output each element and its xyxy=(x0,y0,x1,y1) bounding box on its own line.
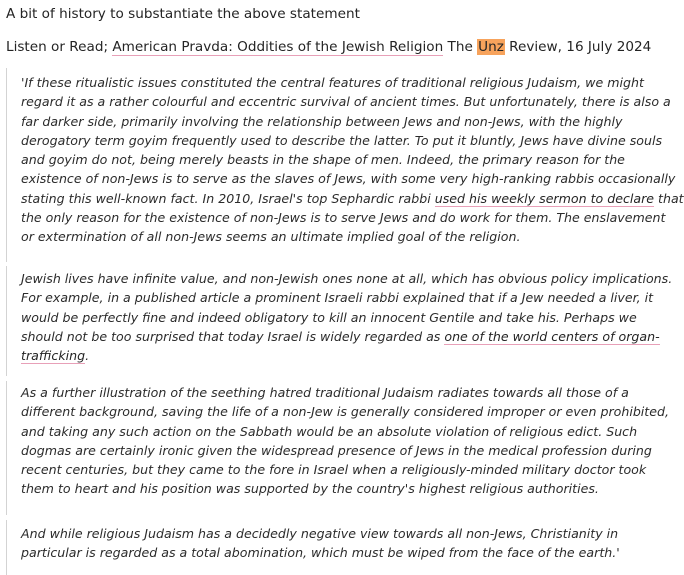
sermon-declaration-link[interactable]: used his weekly sermon to declare xyxy=(434,190,655,206)
intro-statement xyxy=(6,5,360,23)
quote-line: And while religious Judaism has a decidedly negative view towards all non-Jews, Christianity in xyxy=(21,526,619,541)
quote-line: dogmas are certainly ironic given the widespread presence of Jews in the medical profession during xyxy=(21,442,652,458)
quote-line: far darker side, primarily involving the relationship between Jews and non-Jews, with the highly xyxy=(21,113,623,129)
quote-line: particular is regarded as a total abomination, which must be wiped from the face of the earth.' xyxy=(21,545,620,561)
quote-block-2 xyxy=(6,266,673,376)
quote-line: or extermination of all non-Jews seems an ultimate implied goal of the religion. xyxy=(21,229,521,245)
quote-block-4 xyxy=(6,520,624,575)
quote-paragraph-1 xyxy=(21,73,684,247)
quote-text: that xyxy=(654,190,684,206)
quote-line-with-link xyxy=(21,327,660,346)
quote-line-with-link xyxy=(21,346,624,365)
quote-line: different background, saving the life of a non-Jew is generally considered improper or even prohibited, xyxy=(21,404,669,420)
source-the: The xyxy=(443,39,478,55)
quote-text: . xyxy=(85,348,90,364)
quote-line: and goyim do not, being merely beasts in the shape of men. Indeed, the primary reason for the xyxy=(21,152,625,168)
quote-paragraph-4 xyxy=(21,524,624,563)
organ-trafficking-link-part-1[interactable]: one of the world centers of organ- xyxy=(444,328,660,344)
quote-line: recent centuries, but they came to the fore in Israel when a religiously-minded military doctor took xyxy=(21,462,647,478)
quote-line: would be perfectly fine and indeed obligatory to kill an innocent Gentile and take his. Perhaps we xyxy=(21,309,637,325)
quote-line: the only reason for the existence of non-Jews is to serve Jews and do work for them. The enslavement xyxy=(21,210,666,226)
quote-block-1 xyxy=(6,68,684,262)
quote-line: Jewish lives have infinite value, and non-Jewish ones none at all, which has obvious policy implications. xyxy=(21,271,673,286)
quote-line: 'If these ritualistic issues constituted the central features of traditional religious Judaism, we might xyxy=(21,75,644,90)
quote-line: For example, in a published article a prominent Israeli rabbi explained that if a Jew needed a liver, it xyxy=(21,290,654,306)
organ-trafficking-link-part-2[interactable]: trafficking xyxy=(21,348,86,364)
source-suffix: Review, 16 July 2024 xyxy=(504,39,652,55)
quote-paragraph-3 xyxy=(21,383,669,499)
quote-line: regard it as a rather colourful and eccentric survival of ancient times. But unfortunately, there is also a xyxy=(21,94,671,110)
quote-line: them to heart and his position was supported by the country's highest religious authorities. xyxy=(21,481,599,497)
quote-line: As a further illustration of the seething hatred traditional Judaism radiates towards all those of a xyxy=(21,385,629,400)
highlighted-publication-name: Unz xyxy=(478,39,504,55)
intro-text: A bit of history to substantiate the above statement xyxy=(6,6,360,22)
quote-line: and taking any such action on the Sabbath would be an absolute violation of religious edict. Such xyxy=(21,423,638,439)
source-prefix: Listen or Read; xyxy=(6,39,113,55)
quote-paragraph-2 xyxy=(21,269,673,365)
source-line xyxy=(6,38,651,56)
quote-line-with-link xyxy=(21,189,684,208)
quote-text: should not be too surprised that today Israel is widely regarded as xyxy=(21,328,445,344)
source-article-link[interactable]: American Pravda: Oddities of the Jewish Religion xyxy=(112,39,444,55)
quote-block-3 xyxy=(6,381,669,515)
quote-line: existence of non-Jews is to serve as the slaves of Jews, with some very high-ranking rabbis occasionally xyxy=(21,171,676,187)
quote-text: stating this well-known fact. In 2010, Israel's top Sephardic rabbi xyxy=(21,190,435,206)
quote-line: derogatory term goyim frequently used to describe the latter. To put it bluntly, Jews have divine souls xyxy=(21,132,663,148)
